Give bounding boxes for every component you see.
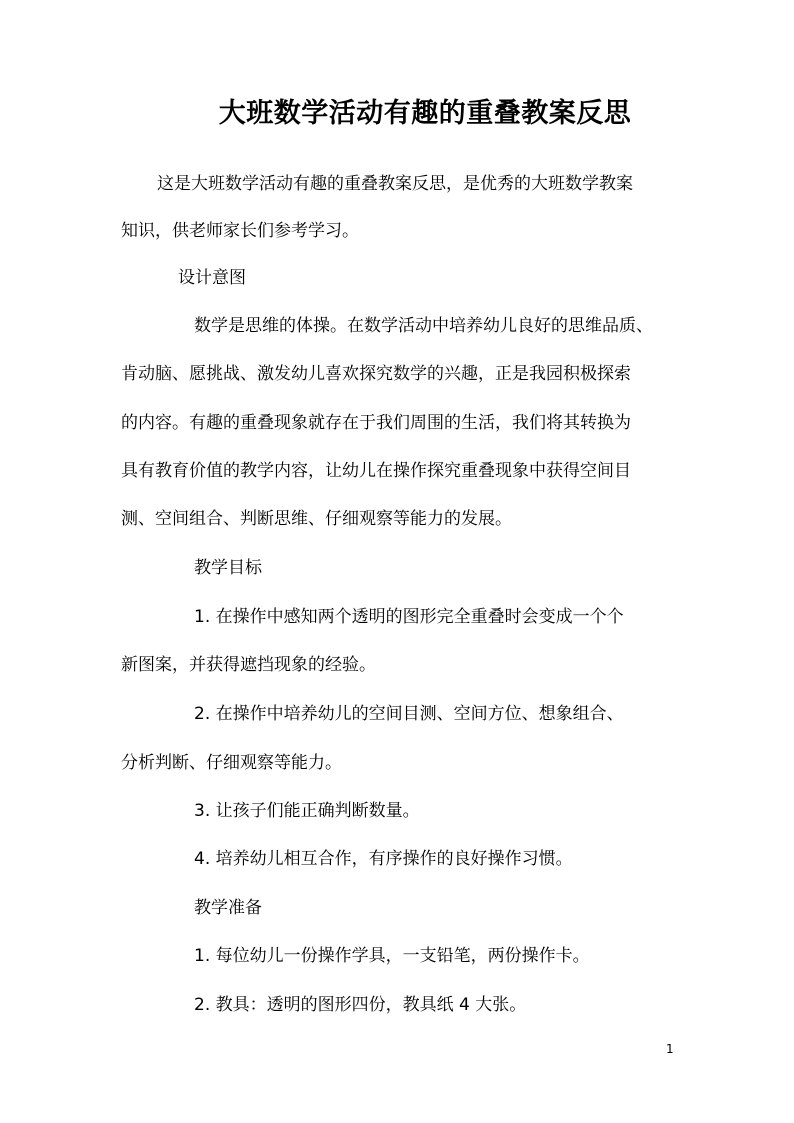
- paragraph-line: 新图案，并获得遮挡现象的经验。: [121, 655, 376, 675]
- list-item: 3. 让孩子们能正确判断数量。: [194, 801, 420, 821]
- list-item: 1. 每位幼儿一份操作学具，一支铅笔，两份操作卡。: [194, 946, 590, 966]
- list-item: 2. 在操作中培养幼儿的空间目测、空间方位、想象组合、: [194, 704, 624, 724]
- paragraph-line: 测、空间组合、判断思维、仔细观察等能力的发展。: [121, 509, 512, 529]
- list-item: 2. 教具：透明的图形四份，教具纸 4 大张。: [194, 995, 527, 1015]
- section-heading: 设计意图: [178, 268, 246, 288]
- paragraph-line: 分析判断、仔细观察等能力。: [121, 753, 342, 773]
- paragraph-line: 具有教育价值的教学内容，让幼儿在操作探究重叠现象中获得空间目: [121, 461, 631, 481]
- paragraph-line: 知识，供老师家长们参考学习。: [121, 221, 359, 241]
- document-title: 大班数学活动有趣的重叠教案反思: [218, 98, 632, 129]
- list-item: 4. 培养幼儿相互合作，有序操作的良好操作习惯。: [194, 849, 573, 869]
- paragraph-line: 的内容。有趣的重叠现象就存在于我们周围的生活，我们将其转换为: [121, 413, 631, 433]
- section-heading: 教学目标: [194, 558, 262, 578]
- paragraph-line: 肯动脑、愿挑战、激发幼儿喜欢探究数学的兴趣，正是我园积极探索: [121, 364, 631, 384]
- paragraph-line: 这是大班数学活动有趣的重叠教案反思，是优秀的大班数学教案: [157, 174, 633, 194]
- page-number: 1: [666, 1042, 674, 1056]
- section-heading: 教学准备: [194, 898, 262, 918]
- list-item: 1. 在操作中感知两个透明的图形完全重叠时会变成一个个: [194, 607, 624, 627]
- paragraph-line: 数学是思维的体操。在数学活动中培养幼儿良好的思维品质、: [194, 316, 653, 336]
